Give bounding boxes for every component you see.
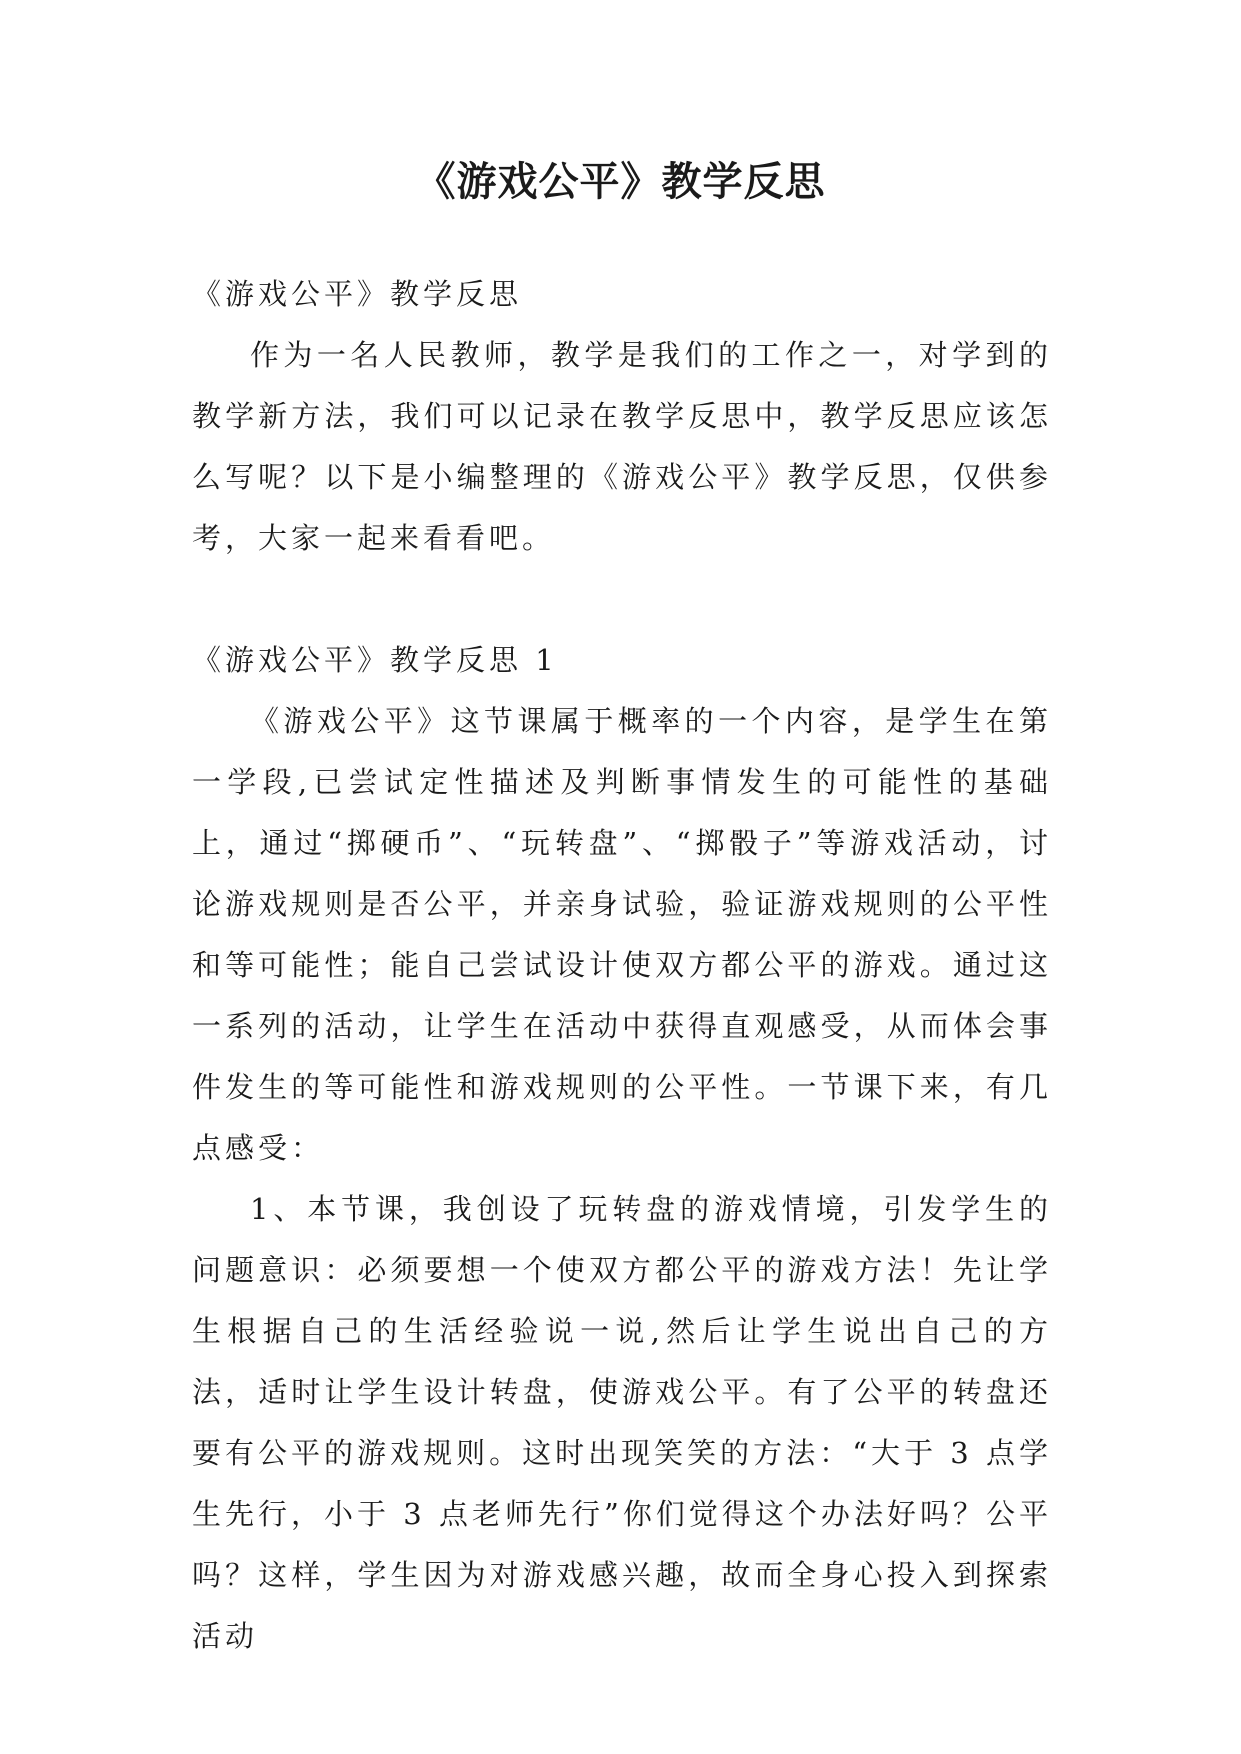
intro-paragraph: 作为一名人民教师，教学是我们的工作之一，对学到的教学新方法，我们可以记录在教学反思中，教学反思应该怎么写呢？以下是小编整理的《游戏公平》教学反思，仅供参考，大家一起来看看吧。 [192, 338, 1052, 555]
section-spacer [192, 569, 1052, 630]
document-title: 《游戏公平》教学反思 [415, 159, 826, 205]
intro-heading: 《游戏公平》教学反思 [192, 277, 523, 311]
document-body [192, 264, 1052, 1667]
section-1-heading: 《游戏公平》教学反思 1 [192, 643, 558, 677]
section-1-paragraph-2: 1、本节课，我创设了玩转盘的游戏情境，引发学生的问题意识：必须要想一个使双方都公平的游戏方法！先让学生根据自己的生活经验说一说,然后让学生说出自己的方法，适时让学生设计转盘，使游戏公平。有了公平的转盘还要有公平的游戏规则。这时出现笑笑的方法：“大于 3 点学生先行，小于 3 点老师先行”你们觉得这个办法好吗？公平吗？这样，学生因为对游戏感兴趣，故而全身心投入到探索活动 [192, 1192, 1052, 1653]
section-1-paragraph-1: 《游戏公平》这节课属于概率的一个内容，是学生在第一学段,已尝试定性描述及判断事情发生的可能性的基础上，通过“掷硬币”、“玩转盘”、“掷骰子”等游戏活动，讨论游戏规则是否公平，并亲身试验，验证游戏规则的公平性和等可能性；能自己尝试设计使双方都公平的游戏。通过这一系列的活动，让学生在活动中获得直观感受，从而体会事件发生的等可能性和游戏规则的公平性。一节课下来，有几点感受： [192, 704, 1052, 1165]
